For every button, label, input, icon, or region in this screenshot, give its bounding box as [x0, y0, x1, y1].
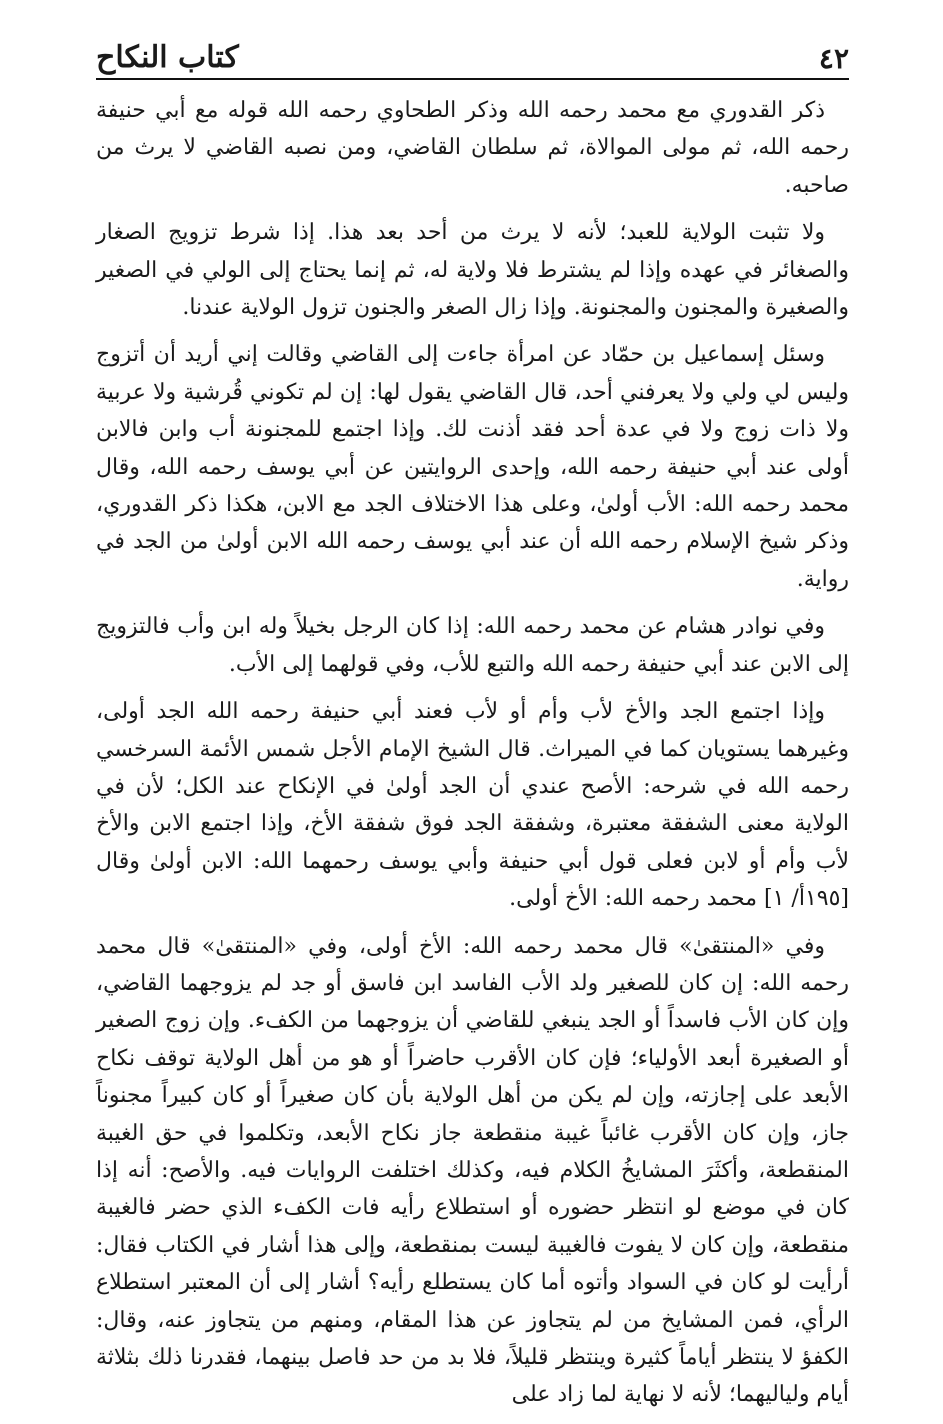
paragraph: وفي «المنتقىٰ» قال محمد رحمه الله: الأخ أولى، وفي «المنتقىٰ» قال محمد رحمه الله: إن كان للصغير ولد الأب الفاسد ابن فاسق أو جد لم يزوجهما القاضي، وإن كان الأب فاسداً أو الجد ينبغي للقاضي أن يزوجهما من الكفء. وإن زوج الصغير أو الصغيرة أبعد الأولياء؛ فإن كان الأقرب حاضراً أو هو من أهل الولاية توقف نكاح الأبعد على إجازته، وإن لم يكن من أهل الولاية بأن كان صغيراً أو كان كبيراً مجنوناً جاز، وإن كان الأقرب غائباً غيبة منقطعة جاز نكاح الأبعد، وتكلموا في حق الغيبة المنقطعة، وأكثَرَ المشايخُ الكلام فيه، وكذلك اختلفت الروايات فيه. والأصح: أنه إذا كان في موضع لو انتظر حضوره أو استطلاع رأيه فات الكفء الذي حضر فالغيبة منقطعة، وإن كان لا يفوت فالغيبة ليست بمنقطعة، وإلى هذا أشار في الكتاب فقال: أرأيت لو كان في السواد وأتوه أما كان يستطلع رأيه؟ أشار إلى أن المعتبر استطلاع الرأي، فمن المشايخ من لم يتجاوز عن هذا المقام، ومنهم من يتجاوز عنه، وقال: الكفؤ لا ينتظر أياماً كثيرة وينتظر قليلاً، فلا بد من حد فاصل بينهما، فقدرنا ذلك بثلاثة أيام ولياليهما؛ لأنه لا نهاية لما زاد على — [96, 933, 849, 1408]
paragraph: ولا تثبت الولاية للعبد؛ لأنه لا يرث من أحد بعد هذا. إذا شرط تزويج الصغار والصغائر في عهده وإذا لم يشترط فلا ولاية له، ثم إنما يحتاج إلى الولي في الصغير والصغيرة والمجنون والمجنونة. وإذا زال الصغر والجنون تزول الولاية عندنا. — [96, 220, 849, 321]
paragraph: وسئل إسماعيل بن حمّاد عن امرأة جاءت إلى القاضي وقالت إني أريد أن أتزوج وليس لي ولي ولا يعرفني أحد، قال القاضي يقول لها: إن لم تكوني قُرشية ولا عربية ولا ذات زوج ولا في عدة أحد فقد أذنت لك. وإذا اجتمع للمجنونة أب وابن فالابن أولى عند أبي حنيفة رحمه الله، وإحدى الروايتين عن أبي يوسف رحمه الله، وقال محمد رحمه الله: الأب أولىٰ، وعلى هذا الاختلاف الجد مع الابن، هكذا ذكر القدوري، وذكر شيخ الإسلام رحمه الله أن عند أبي يوسف رحمه الله الابن أولىٰ من الجد في رواية. — [96, 342, 850, 592]
page-number: ٤٢ — [818, 42, 849, 75]
paragraph: وإذا اجتمع الجد والأخ لأب وأم أو لأب فعند أبي حنيفة رحمه الله الجد أولى، وغيرهما يستويان كما في الميراث. قال الشيخ الإمام الأجل شمس الأئمة السرخسي رحمه الله في شرحه: الأصح عندي أن الجد أولىٰ في الإنكاح عند الكل؛ لأن في الولاية معنى الشفقة معتبرة، وشفقة الجد فوق شفقة الأخ، وإذا اجتمع الابن والأخ لأب وأم أو لابن فعلى قول أبي حنيفة وأبي يوسف رحمهما الله: الابن أولىٰ وقال [١٩٥أ/ ١] محمد رحمه الله: الأخ أولى. — [96, 699, 849, 912]
page-body — [96, 92, 849, 1424]
paragraph: ذكر القدوري مع محمد رحمه الله وذكر الطحاوي رحمه الله قوله مع أبي حنيفة رحمه الله، ثم مولى الموالاة، ثم سلطان القاضي، ومن نصبه القاضي لا يرث من صاحبه. — [96, 98, 849, 198]
running-title: كتاب النكاح — [96, 40, 239, 75]
paragraph: وفي نوادر هشام عن محمد رحمه الله: إذا كان الرجل بخيلاً وله ابن وأب فالتزويج إلى الابن عند أبي حنيفة رحمه الله والتبع للأب، وفي قولهما إلى الأب. — [96, 614, 849, 677]
page-header — [96, 32, 849, 80]
